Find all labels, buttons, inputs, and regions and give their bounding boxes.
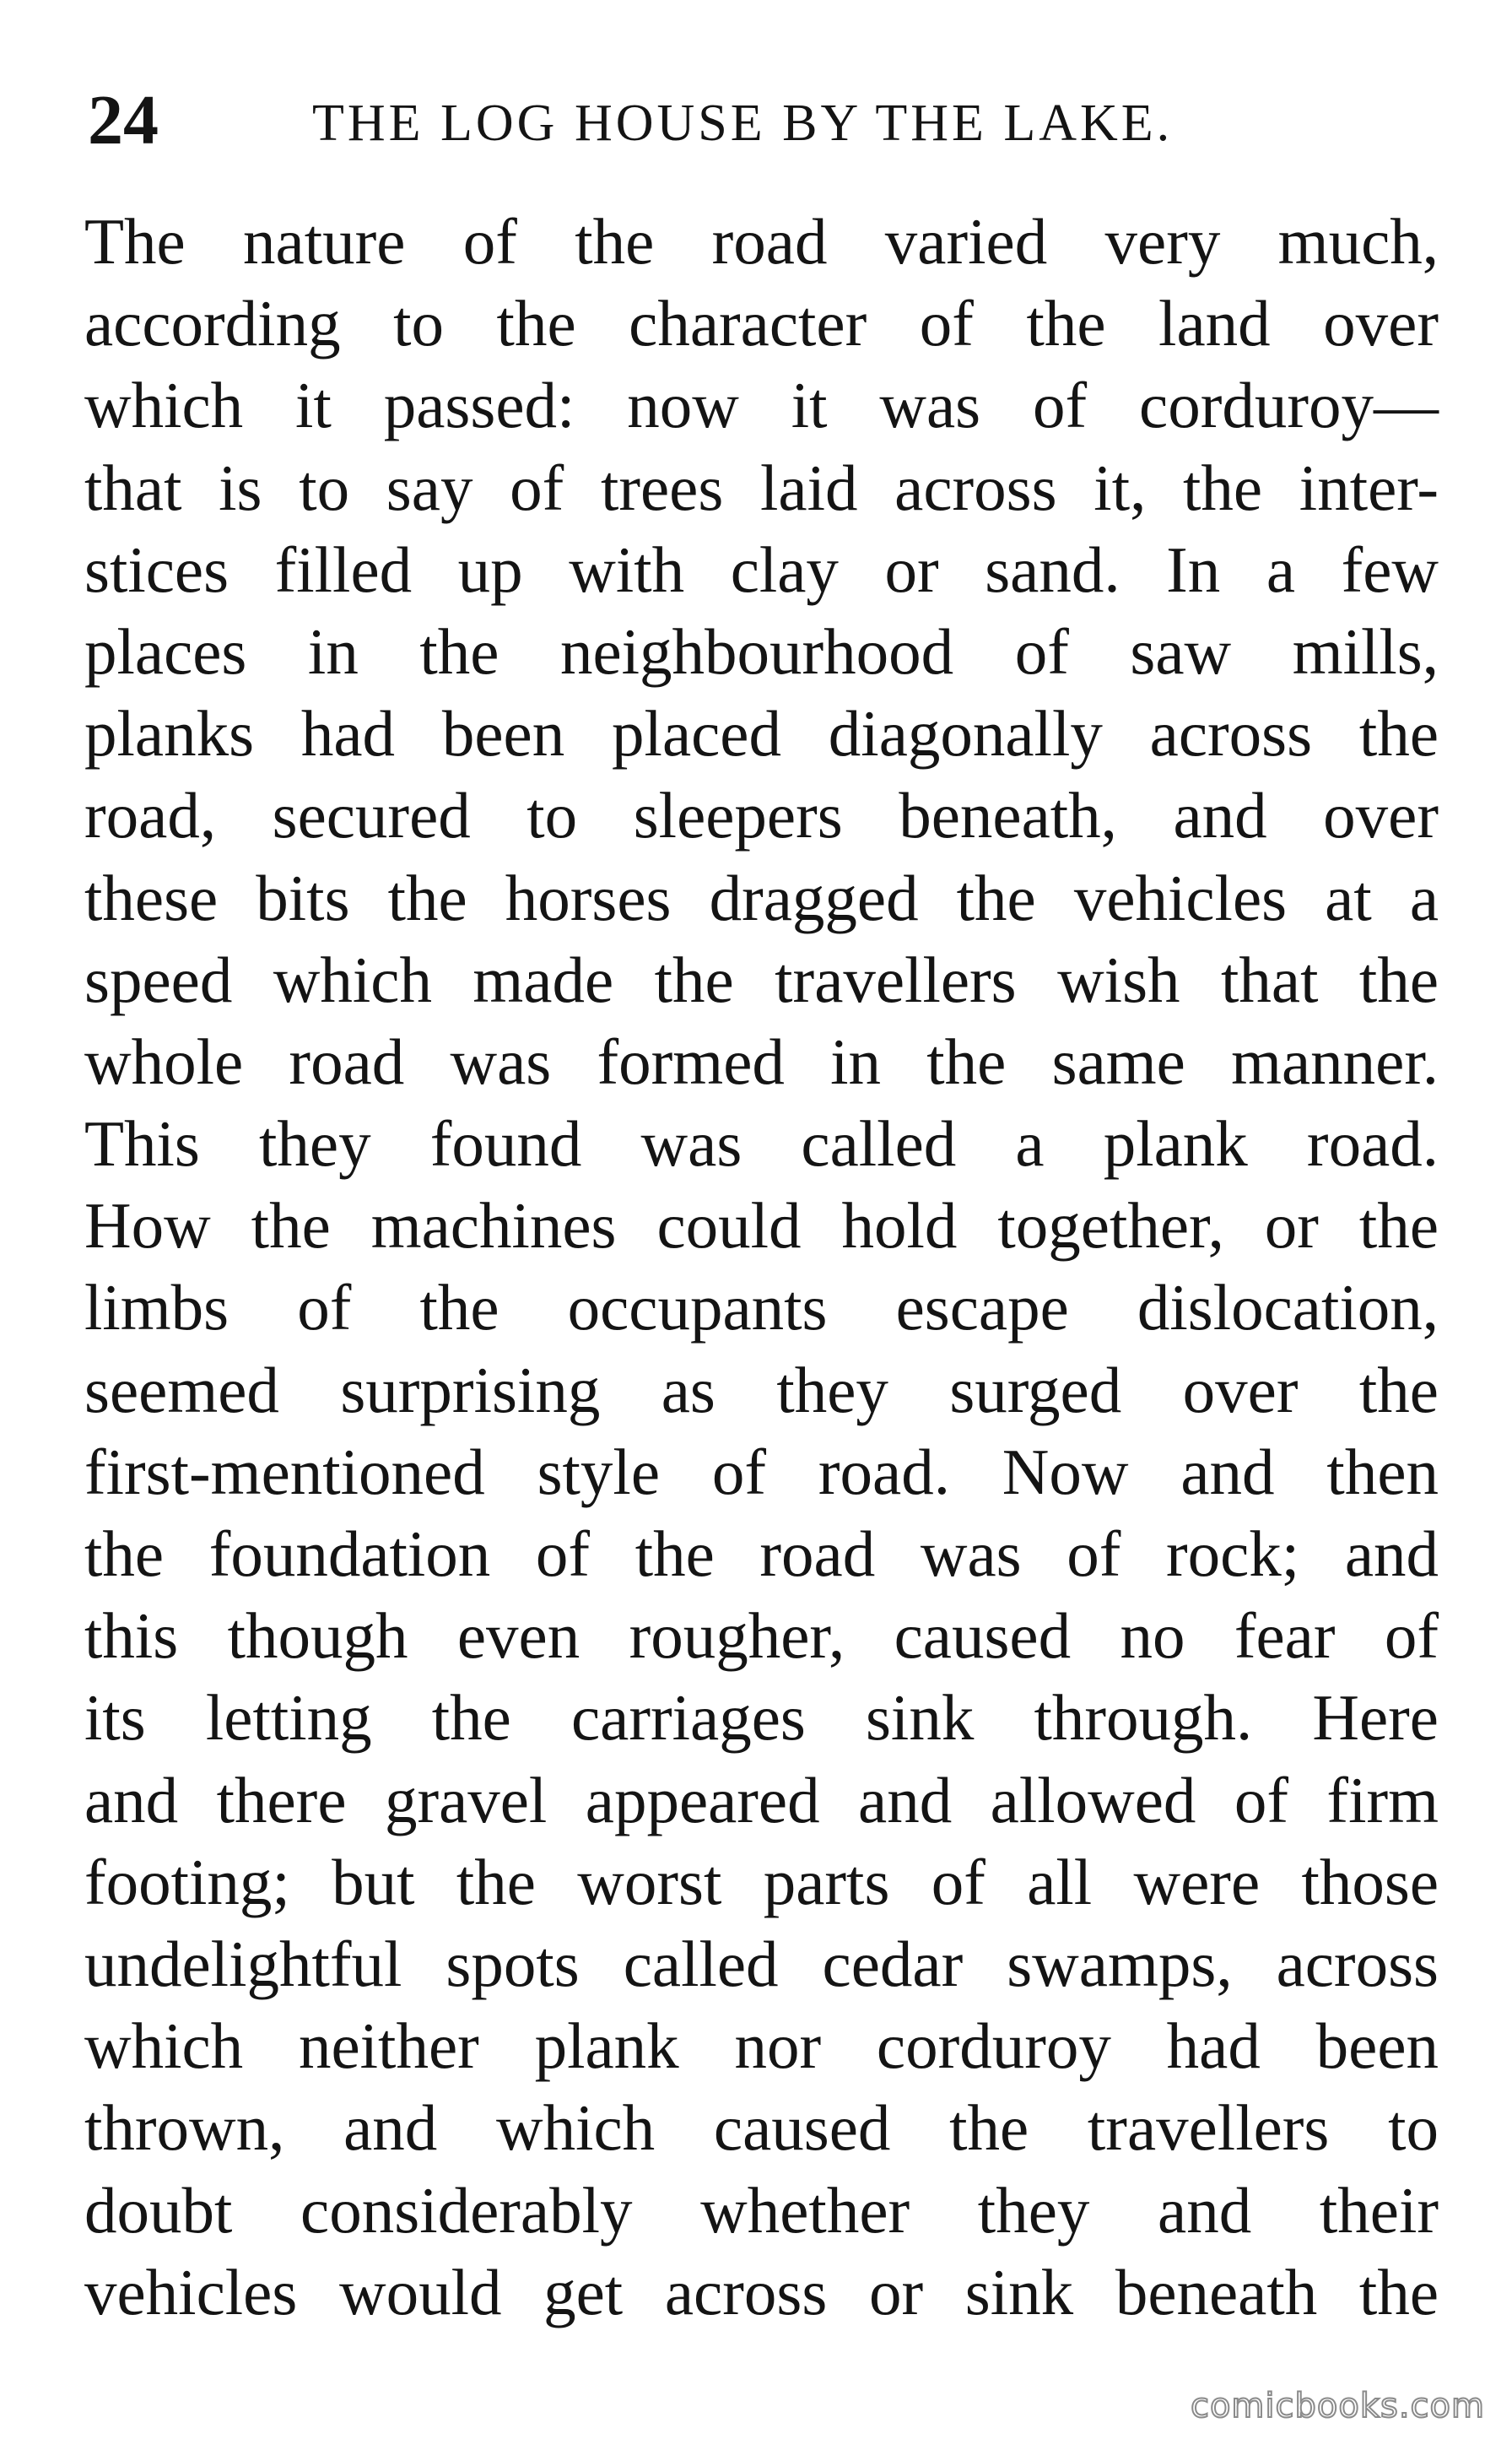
text-line: The nature of the road varied very much, bbox=[84, 205, 1439, 278]
text-line: stices filled up with clay or sand. In a few bbox=[84, 533, 1439, 606]
text-line: This they found was called a plank road. bbox=[84, 1107, 1439, 1181]
text-line: thrown, and which caused the travellers to bbox=[84, 2091, 1439, 2165]
text-line: speed which made the travellers wish that the bbox=[84, 943, 1439, 1016]
page-number: 24 bbox=[88, 81, 159, 160]
text-line: this though even rougher, caused no fear of bbox=[84, 1599, 1439, 1673]
text-line: these bits the horses dragged the vehicles at a bbox=[84, 861, 1439, 934]
running-head bbox=[88, 74, 1438, 176]
text-line: vehicles would get across or sink beneath the bbox=[84, 2255, 1439, 2328]
text-line: according to the character of the land over bbox=[84, 287, 1439, 360]
text-line: that is to say of trees laid across it, the inter- bbox=[84, 451, 1439, 524]
book-title: THE LOG HOUSE BY THE LAKE. bbox=[312, 95, 1174, 152]
text-line: places in the neighbourhood of saw mills, bbox=[84, 614, 1439, 688]
text-line: the foundation of the road was of rock; and bbox=[84, 1517, 1439, 1590]
text-line: limbs of the occupants escape dislocation, bbox=[84, 1271, 1439, 1344]
text-line: which neither plank nor corduroy had been bbox=[84, 2009, 1439, 2083]
text-line: whole road was formed in the same manner. bbox=[84, 1025, 1439, 1098]
text-line: seemed surprising as they surged over the bbox=[84, 1353, 1439, 1426]
text-line: How the machines could hold together, or the bbox=[84, 1189, 1439, 1263]
text-line: its letting the carriages sink through. Here bbox=[84, 1681, 1439, 1755]
watermark: comicbooks.com bbox=[1190, 2387, 1485, 2425]
text-line: doubt considerably whether they and their bbox=[84, 2173, 1439, 2247]
text-line: which it passed: now it was of corduroy— bbox=[84, 369, 1439, 442]
body-text bbox=[84, 201, 1439, 2334]
text-line: footing; but the worst parts of all were those bbox=[84, 1845, 1439, 1918]
text-line: road, secured to sleepers beneath, and over bbox=[84, 779, 1439, 852]
text-line: and there gravel appeared and allowed of firm bbox=[84, 1763, 1439, 1836]
text-line: first-mentioned style of road. Now and then bbox=[84, 1435, 1439, 1508]
text-line: planks had been placed diagonally across the bbox=[84, 697, 1439, 771]
text-line: undelightful spots called cedar swamps, across bbox=[84, 1927, 1439, 2000]
